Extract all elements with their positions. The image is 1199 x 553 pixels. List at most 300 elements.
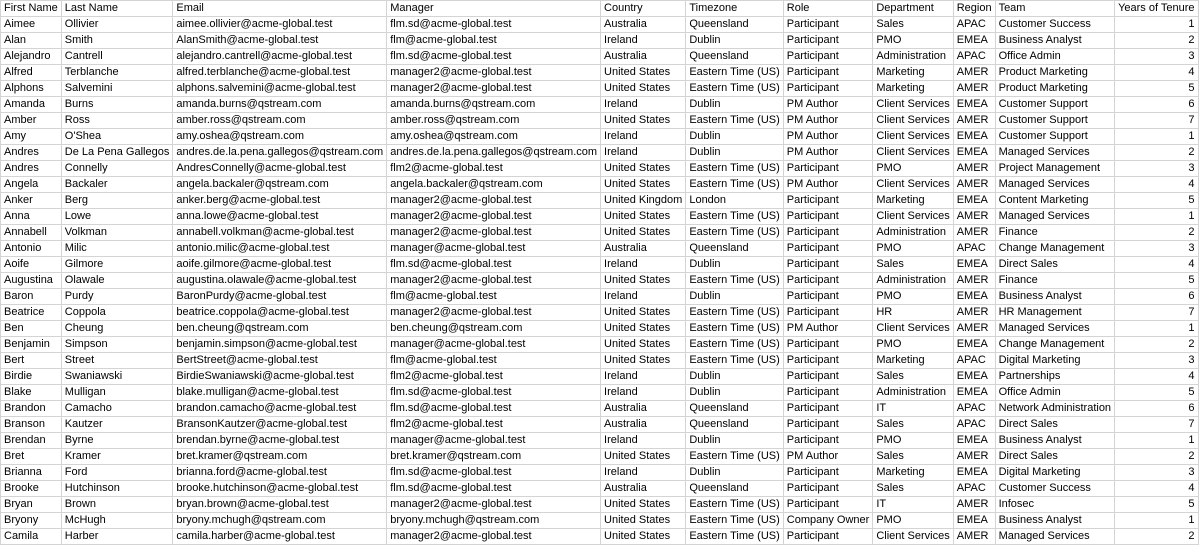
cell-timezone[interactable]: Dublin	[686, 385, 783, 401]
cell-years-of-tenure[interactable]: 5	[1115, 273, 1198, 289]
cell-email[interactable]: BransonKautzer@acme-global.test	[173, 417, 387, 433]
cell-timezone[interactable]: Eastern Time (US)	[686, 321, 783, 337]
cell-first-name[interactable]: Andres	[1, 161, 62, 177]
cell-role[interactable]: Participant	[783, 289, 873, 305]
cell-email[interactable]: brendan.byrne@acme-global.test	[173, 433, 387, 449]
cell-first-name[interactable]: Andres	[1, 145, 62, 161]
cell-years-of-tenure[interactable]: 3	[1115, 241, 1198, 257]
cell-role[interactable]: Participant	[783, 481, 873, 497]
cell-role[interactable]: Participant	[783, 17, 873, 33]
cell-role[interactable]: Participant	[783, 33, 873, 49]
cell-department[interactable]: IT	[873, 401, 953, 417]
cell-country[interactable]: Ireland	[601, 369, 686, 385]
cell-department[interactable]: Client Services	[873, 145, 953, 161]
cell-last-name[interactable]: Cantrell	[61, 49, 173, 65]
cell-country[interactable]: United States	[601, 273, 686, 289]
cell-team[interactable]: Network Administration	[995, 401, 1115, 417]
cell-manager[interactable]: manager@acme-global.test	[387, 433, 601, 449]
cell-department[interactable]: Client Services	[873, 529, 953, 545]
cell-manager[interactable]: flm2@acme-global.test	[387, 161, 601, 177]
cell-team[interactable]: Business Analyst	[995, 433, 1115, 449]
cell-role[interactable]: Participant	[783, 49, 873, 65]
cell-first-name[interactable]: Alfred	[1, 65, 62, 81]
cell-team[interactable]: Digital Marketing	[995, 353, 1115, 369]
cell-region[interactable]: EMEA	[953, 129, 995, 145]
cell-years-of-tenure[interactable]: 3	[1115, 49, 1198, 65]
cell-role[interactable]: PM Author	[783, 177, 873, 193]
cell-last-name[interactable]: Gilmore	[61, 257, 173, 273]
cell-last-name[interactable]: Harber	[61, 529, 173, 545]
cell-email[interactable]: antonio.milic@acme-global.test	[173, 241, 387, 257]
cell-region[interactable]: EMEA	[953, 257, 995, 273]
cell-years-of-tenure[interactable]: 3	[1115, 353, 1198, 369]
cell-email[interactable]: bret.kramer@qstream.com	[173, 449, 387, 465]
cell-country[interactable]: United States	[601, 449, 686, 465]
cell-email[interactable]: bryony.mchugh@qstream.com	[173, 513, 387, 529]
cell-department[interactable]: PMO	[873, 161, 953, 177]
cell-department[interactable]: Marketing	[873, 193, 953, 209]
cell-country[interactable]: Australia	[601, 417, 686, 433]
header-role[interactable]: Role	[783, 1, 873, 17]
cell-region[interactable]: EMEA	[953, 369, 995, 385]
cell-years-of-tenure[interactable]: 5	[1115, 497, 1198, 513]
cell-manager[interactable]: flm.sd@acme-global.test	[387, 401, 601, 417]
cell-region[interactable]: AMER	[953, 113, 995, 129]
cell-years-of-tenure[interactable]: 2	[1115, 337, 1198, 353]
cell-email[interactable]: anna.lowe@acme-global.test	[173, 209, 387, 225]
cell-team[interactable]: Partnerships	[995, 369, 1115, 385]
cell-timezone[interactable]: Eastern Time (US)	[686, 353, 783, 369]
cell-department[interactable]: Sales	[873, 481, 953, 497]
cell-timezone[interactable]: Dublin	[686, 33, 783, 49]
cell-first-name[interactable]: Brendan	[1, 433, 62, 449]
cell-first-name[interactable]: Aimee	[1, 17, 62, 33]
cell-role[interactable]: Participant	[783, 369, 873, 385]
cell-email[interactable]: ben.cheung@qstream.com	[173, 321, 387, 337]
cell-last-name[interactable]: McHugh	[61, 513, 173, 529]
cell-email[interactable]: beatrice.coppola@acme-global.test	[173, 305, 387, 321]
cell-region[interactable]: EMEA	[953, 513, 995, 529]
cell-team[interactable]: Finance	[995, 225, 1115, 241]
cell-email[interactable]: BirdieSwaniawski@acme-global.test	[173, 369, 387, 385]
cell-region[interactable]: EMEA	[953, 289, 995, 305]
cell-manager[interactable]: andres.de.la.pena.gallegos@qstream.com	[387, 145, 601, 161]
cell-manager[interactable]: manager2@acme-global.test	[387, 65, 601, 81]
cell-region[interactable]: APAC	[953, 353, 995, 369]
cell-timezone[interactable]: Eastern Time (US)	[686, 113, 783, 129]
cell-country[interactable]: Ireland	[601, 97, 686, 113]
cell-team[interactable]: Managed Services	[995, 145, 1115, 161]
cell-manager[interactable]: manager@acme-global.test	[387, 337, 601, 353]
cell-department[interactable]: Client Services	[873, 177, 953, 193]
cell-region[interactable]: EMEA	[953, 385, 995, 401]
cell-country[interactable]: Ireland	[601, 145, 686, 161]
cell-timezone[interactable]: Dublin	[686, 129, 783, 145]
cell-manager[interactable]: manager2@acme-global.test	[387, 497, 601, 513]
cell-region[interactable]: AMER	[953, 321, 995, 337]
cell-years-of-tenure[interactable]: 1	[1115, 129, 1198, 145]
header-country[interactable]: Country	[601, 1, 686, 17]
cell-email[interactable]: camila.harber@acme-global.test	[173, 529, 387, 545]
cell-last-name[interactable]: Kramer	[61, 449, 173, 465]
cell-department[interactable]: Client Services	[873, 113, 953, 129]
cell-years-of-tenure[interactable]: 7	[1115, 417, 1198, 433]
cell-department[interactable]: PMO	[873, 337, 953, 353]
cell-first-name[interactable]: Brianna	[1, 465, 62, 481]
cell-manager[interactable]: bret.kramer@qstream.com	[387, 449, 601, 465]
cell-region[interactable]: AMER	[953, 65, 995, 81]
cell-team[interactable]: Business Analyst	[995, 33, 1115, 49]
cell-country[interactable]: United States	[601, 209, 686, 225]
cell-last-name[interactable]: Berg	[61, 193, 173, 209]
cell-country[interactable]: Australia	[601, 17, 686, 33]
cell-email[interactable]: amber.ross@qstream.com	[173, 113, 387, 129]
cell-manager[interactable]: flm2@acme-global.test	[387, 417, 601, 433]
cell-email[interactable]: BertStreet@acme-global.test	[173, 353, 387, 369]
cell-first-name[interactable]: Brooke	[1, 481, 62, 497]
cell-timezone[interactable]: Eastern Time (US)	[686, 449, 783, 465]
cell-email[interactable]: augustina.olawale@acme-global.test	[173, 273, 387, 289]
cell-country[interactable]: United Kingdom	[601, 193, 686, 209]
cell-department[interactable]: Administration	[873, 385, 953, 401]
cell-years-of-tenure[interactable]: 1	[1115, 17, 1198, 33]
cell-first-name[interactable]: Anker	[1, 193, 62, 209]
cell-last-name[interactable]: Street	[61, 353, 173, 369]
cell-manager[interactable]: manager2@acme-global.test	[387, 193, 601, 209]
cell-years-of-tenure[interactable]: 4	[1115, 257, 1198, 273]
cell-timezone[interactable]: Eastern Time (US)	[686, 513, 783, 529]
cell-years-of-tenure[interactable]: 5	[1115, 193, 1198, 209]
cell-role[interactable]: Participant	[783, 305, 873, 321]
cell-role[interactable]: Participant	[783, 337, 873, 353]
cell-region[interactable]: EMEA	[953, 97, 995, 113]
cell-role[interactable]: PM Author	[783, 145, 873, 161]
cell-region[interactable]: EMEA	[953, 193, 995, 209]
cell-years-of-tenure[interactable]: 4	[1115, 369, 1198, 385]
cell-first-name[interactable]: Bryony	[1, 513, 62, 529]
cell-country[interactable]: United States	[601, 305, 686, 321]
cell-role[interactable]: Participant	[783, 401, 873, 417]
cell-first-name[interactable]: Annabell	[1, 225, 62, 241]
cell-timezone[interactable]: Eastern Time (US)	[686, 65, 783, 81]
cell-email[interactable]: amanda.burns@qstream.com	[173, 97, 387, 113]
cell-role[interactable]: PM Author	[783, 449, 873, 465]
cell-team[interactable]: Infosec	[995, 497, 1115, 513]
cell-department[interactable]: Sales	[873, 449, 953, 465]
cell-timezone[interactable]: Eastern Time (US)	[686, 337, 783, 353]
cell-role[interactable]: Participant	[783, 273, 873, 289]
cell-role[interactable]: Participant	[783, 81, 873, 97]
cell-timezone[interactable]: Dublin	[686, 145, 783, 161]
cell-last-name[interactable]: De La Pena Gallegos	[61, 145, 173, 161]
cell-role[interactable]: Company Owner	[783, 513, 873, 529]
cell-region[interactable]: EMEA	[953, 433, 995, 449]
cell-last-name[interactable]: Swaniawski	[61, 369, 173, 385]
cell-region[interactable]: AMER	[953, 305, 995, 321]
cell-last-name[interactable]: Burns	[61, 97, 173, 113]
cell-last-name[interactable]: Ross	[61, 113, 173, 129]
cell-years-of-tenure[interactable]: 2	[1115, 449, 1198, 465]
cell-first-name[interactable]: Blake	[1, 385, 62, 401]
cell-role[interactable]: Participant	[783, 257, 873, 273]
cell-country[interactable]: Ireland	[601, 129, 686, 145]
cell-region[interactable]: APAC	[953, 417, 995, 433]
cell-country[interactable]: United States	[601, 513, 686, 529]
cell-last-name[interactable]: Smith	[61, 33, 173, 49]
cell-department[interactable]: Sales	[873, 17, 953, 33]
cell-last-name[interactable]: Ollivier	[61, 17, 173, 33]
cell-country[interactable]: United States	[601, 337, 686, 353]
cell-years-of-tenure[interactable]: 7	[1115, 305, 1198, 321]
cell-team[interactable]: Business Analyst	[995, 513, 1115, 529]
cell-team[interactable]: Customer Support	[995, 97, 1115, 113]
cell-email[interactable]: brianna.ford@acme-global.test	[173, 465, 387, 481]
cell-last-name[interactable]: Simpson	[61, 337, 173, 353]
cell-country[interactable]: Ireland	[601, 289, 686, 305]
cell-region[interactable]: APAC	[953, 401, 995, 417]
cell-email[interactable]: brandon.camacho@acme-global.test	[173, 401, 387, 417]
cell-country[interactable]: Ireland	[601, 465, 686, 481]
cell-role[interactable]: Participant	[783, 241, 873, 257]
cell-manager[interactable]: amy.oshea@qstream.com	[387, 129, 601, 145]
cell-manager[interactable]: flm.sd@acme-global.test	[387, 49, 601, 65]
cell-role[interactable]: Participant	[783, 529, 873, 545]
cell-years-of-tenure[interactable]: 5	[1115, 81, 1198, 97]
header-first-name[interactable]: First Name	[1, 1, 62, 17]
cell-last-name[interactable]: Camacho	[61, 401, 173, 417]
cell-email[interactable]: bryan.brown@acme-global.test	[173, 497, 387, 513]
cell-country[interactable]: Ireland	[601, 385, 686, 401]
cell-email[interactable]: annabell.volkman@acme-global.test	[173, 225, 387, 241]
cell-last-name[interactable]: Kautzer	[61, 417, 173, 433]
cell-manager[interactable]: ben.cheung@qstream.com	[387, 321, 601, 337]
cell-manager[interactable]: flm.sd@acme-global.test	[387, 17, 601, 33]
cell-region[interactable]: AMER	[953, 497, 995, 513]
cell-manager[interactable]: manager2@acme-global.test	[387, 225, 601, 241]
cell-department[interactable]: PMO	[873, 33, 953, 49]
cell-first-name[interactable]: Branson	[1, 417, 62, 433]
cell-manager[interactable]: flm@acme-global.test	[387, 33, 601, 49]
cell-manager[interactable]: angela.backaler@qstream.com	[387, 177, 601, 193]
cell-years-of-tenure[interactable]: 1	[1115, 321, 1198, 337]
cell-region[interactable]: AMER	[953, 225, 995, 241]
cell-team[interactable]: Content Marketing	[995, 193, 1115, 209]
cell-timezone[interactable]: Queensland	[686, 481, 783, 497]
cell-department[interactable]: Sales	[873, 417, 953, 433]
cell-first-name[interactable]: Benjamin	[1, 337, 62, 353]
cell-first-name[interactable]: Bret	[1, 449, 62, 465]
cell-last-name[interactable]: Purdy	[61, 289, 173, 305]
cell-team[interactable]: Managed Services	[995, 177, 1115, 193]
cell-timezone[interactable]: Eastern Time (US)	[686, 177, 783, 193]
cell-department[interactable]: Administration	[873, 49, 953, 65]
cell-years-of-tenure[interactable]: 6	[1115, 401, 1198, 417]
cell-role[interactable]: Participant	[783, 353, 873, 369]
cell-team[interactable]: Office Admin	[995, 385, 1115, 401]
cell-department[interactable]: PMO	[873, 241, 953, 257]
header-timezone[interactable]: Timezone	[686, 1, 783, 17]
cell-email[interactable]: blake.mulligan@acme-global.test	[173, 385, 387, 401]
cell-years-of-tenure[interactable]: 2	[1115, 33, 1198, 49]
cell-country[interactable]: Ireland	[601, 257, 686, 273]
cell-region[interactable]: AMER	[953, 161, 995, 177]
cell-email[interactable]: alphons.salvemini@acme-global.test	[173, 81, 387, 97]
cell-department[interactable]: PMO	[873, 289, 953, 305]
cell-timezone[interactable]: Eastern Time (US)	[686, 273, 783, 289]
cell-manager[interactable]: manager2@acme-global.test	[387, 209, 601, 225]
cell-country[interactable]: Australia	[601, 241, 686, 257]
cell-timezone[interactable]: Eastern Time (US)	[686, 305, 783, 321]
cell-department[interactable]: Client Services	[873, 129, 953, 145]
cell-team[interactable]: Change Management	[995, 241, 1115, 257]
cell-team[interactable]: Change Management	[995, 337, 1115, 353]
cell-team[interactable]: Product Marketing	[995, 65, 1115, 81]
cell-years-of-tenure[interactable]: 6	[1115, 97, 1198, 113]
cell-country[interactable]: United States	[601, 225, 686, 241]
header-region[interactable]: Region	[953, 1, 995, 17]
cell-department[interactable]: Marketing	[873, 81, 953, 97]
cell-role[interactable]: Participant	[783, 161, 873, 177]
cell-email[interactable]: aoife.gilmore@acme-global.test	[173, 257, 387, 273]
cell-years-of-tenure[interactable]: 1	[1115, 513, 1198, 529]
cell-last-name[interactable]: Lowe	[61, 209, 173, 225]
cell-region[interactable]: AMER	[953, 273, 995, 289]
header-email[interactable]: Email	[173, 1, 387, 17]
cell-timezone[interactable]: Eastern Time (US)	[686, 81, 783, 97]
cell-role[interactable]: PM Author	[783, 129, 873, 145]
cell-team[interactable]: Customer Support	[995, 113, 1115, 129]
cell-years-of-tenure[interactable]: 2	[1115, 225, 1198, 241]
cell-timezone[interactable]: Queensland	[686, 417, 783, 433]
cell-years-of-tenure[interactable]: 4	[1115, 177, 1198, 193]
cell-years-of-tenure[interactable]: 4	[1115, 65, 1198, 81]
cell-region[interactable]: EMEA	[953, 145, 995, 161]
cell-role[interactable]: Participant	[783, 465, 873, 481]
cell-first-name[interactable]: Bryan	[1, 497, 62, 513]
cell-last-name[interactable]: Brown	[61, 497, 173, 513]
cell-department[interactable]: Sales	[873, 257, 953, 273]
cell-timezone[interactable]: Dublin	[686, 289, 783, 305]
cell-team[interactable]: Customer Success	[995, 481, 1115, 497]
cell-timezone[interactable]: Queensland	[686, 49, 783, 65]
cell-country[interactable]: United States	[601, 113, 686, 129]
header-team[interactable]: Team	[995, 1, 1115, 17]
cell-department[interactable]: Administration	[873, 273, 953, 289]
cell-country[interactable]: Ireland	[601, 33, 686, 49]
cell-country[interactable]: United States	[601, 81, 686, 97]
cell-department[interactable]: PMO	[873, 513, 953, 529]
cell-department[interactable]: IT	[873, 497, 953, 513]
cell-manager[interactable]: manager2@acme-global.test	[387, 305, 601, 321]
cell-years-of-tenure[interactable]: 1	[1115, 209, 1198, 225]
cell-role[interactable]: Participant	[783, 209, 873, 225]
cell-role[interactable]: PM Author	[783, 113, 873, 129]
cell-first-name[interactable]: Amber	[1, 113, 62, 129]
cell-manager[interactable]: flm2@acme-global.test	[387, 369, 601, 385]
cell-email[interactable]: AndresConnelly@acme-global.test	[173, 161, 387, 177]
cell-timezone[interactable]: Dublin	[686, 433, 783, 449]
cell-role[interactable]: Participant	[783, 417, 873, 433]
cell-role[interactable]: PM Author	[783, 97, 873, 113]
cell-first-name[interactable]: Camila	[1, 529, 62, 545]
cell-last-name[interactable]: Backaler	[61, 177, 173, 193]
cell-role[interactable]: Participant	[783, 65, 873, 81]
cell-timezone[interactable]: Dublin	[686, 97, 783, 113]
cell-first-name[interactable]: Bert	[1, 353, 62, 369]
cell-timezone[interactable]: Eastern Time (US)	[686, 161, 783, 177]
cell-department[interactable]: Marketing	[873, 65, 953, 81]
cell-team[interactable]: Project Management	[995, 161, 1115, 177]
cell-email[interactable]: angela.backaler@qstream.com	[173, 177, 387, 193]
cell-timezone[interactable]: Queensland	[686, 241, 783, 257]
header-department[interactable]: Department	[873, 1, 953, 17]
cell-email[interactable]: amy.oshea@qstream.com	[173, 129, 387, 145]
cell-last-name[interactable]: Salvemini	[61, 81, 173, 97]
cell-first-name[interactable]: Alphons	[1, 81, 62, 97]
cell-team[interactable]: Direct Sales	[995, 417, 1115, 433]
cell-region[interactable]: AMER	[953, 449, 995, 465]
cell-years-of-tenure[interactable]: 5	[1115, 385, 1198, 401]
cell-manager[interactable]: amber.ross@qstream.com	[387, 113, 601, 129]
cell-country[interactable]: United States	[601, 353, 686, 369]
cell-region[interactable]: APAC	[953, 241, 995, 257]
cell-team[interactable]: Office Admin	[995, 49, 1115, 65]
cell-email[interactable]: andres.de.la.pena.gallegos@qstream.com	[173, 145, 387, 161]
cell-country[interactable]: Australia	[601, 401, 686, 417]
cell-manager[interactable]: bryony.mchugh@qstream.com	[387, 513, 601, 529]
cell-team[interactable]: Product Marketing	[995, 81, 1115, 97]
cell-first-name[interactable]: Amy	[1, 129, 62, 145]
cell-first-name[interactable]: Brandon	[1, 401, 62, 417]
cell-manager[interactable]: manager2@acme-global.test	[387, 273, 601, 289]
cell-last-name[interactable]: Volkman	[61, 225, 173, 241]
cell-team[interactable]: Customer Success	[995, 17, 1115, 33]
cell-first-name[interactable]: Angela	[1, 177, 62, 193]
cell-last-name[interactable]: Milic	[61, 241, 173, 257]
cell-years-of-tenure[interactable]: 6	[1115, 289, 1198, 305]
cell-timezone[interactable]: Queensland	[686, 401, 783, 417]
cell-region[interactable]: AMER	[953, 209, 995, 225]
cell-team[interactable]: HR Management	[995, 305, 1115, 321]
cell-role[interactable]: Participant	[783, 497, 873, 513]
cell-last-name[interactable]: Byrne	[61, 433, 173, 449]
cell-team[interactable]: Digital Marketing	[995, 465, 1115, 481]
cell-last-name[interactable]: Mulligan	[61, 385, 173, 401]
cell-timezone[interactable]: Eastern Time (US)	[686, 529, 783, 545]
cell-role[interactable]: Participant	[783, 225, 873, 241]
cell-email[interactable]: anker.berg@acme-global.test	[173, 193, 387, 209]
cell-manager[interactable]: flm.sd@acme-global.test	[387, 257, 601, 273]
cell-team[interactable]: Managed Services	[995, 529, 1115, 545]
cell-country[interactable]: Australia	[601, 49, 686, 65]
cell-manager[interactable]: flm.sd@acme-global.test	[387, 465, 601, 481]
cell-email[interactable]: alejandro.cantrell@acme-global.test	[173, 49, 387, 65]
cell-country[interactable]: United States	[601, 177, 686, 193]
cell-country[interactable]: Ireland	[601, 433, 686, 449]
cell-role[interactable]: Participant	[783, 433, 873, 449]
cell-country[interactable]: Australia	[601, 481, 686, 497]
cell-region[interactable]: APAC	[953, 49, 995, 65]
cell-department[interactable]: Administration	[873, 225, 953, 241]
cell-manager[interactable]: flm@acme-global.test	[387, 289, 601, 305]
cell-region[interactable]: APAC	[953, 481, 995, 497]
cell-timezone[interactable]: London	[686, 193, 783, 209]
cell-first-name[interactable]: Augustina	[1, 273, 62, 289]
header-manager[interactable]: Manager	[387, 1, 601, 17]
cell-region[interactable]: AMER	[953, 177, 995, 193]
cell-last-name[interactable]: O'Shea	[61, 129, 173, 145]
cell-manager[interactable]: flm@acme-global.test	[387, 353, 601, 369]
